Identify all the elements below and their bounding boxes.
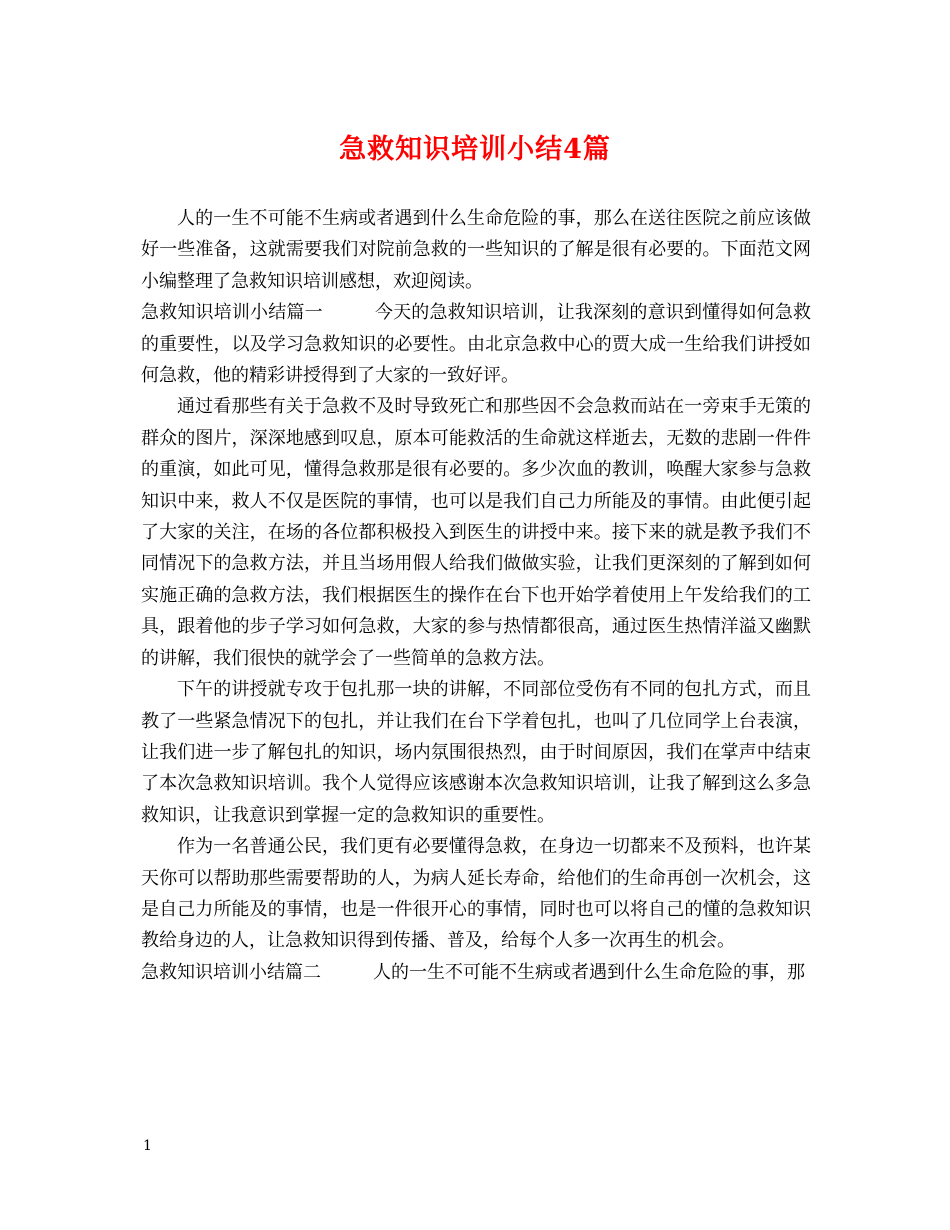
paragraph-text: 下午的讲授就专攻于包扎那一块的讲解，不同部位受伤有不同的包扎方式，而且教了一些紧急情况下的包扎，并让我们在台下学着包扎，也叫了几位同学上台表演，让我们进一步了解包扎的知识，场内氛围很热烈，由于时间原因，我们在掌声中结束了本次急救知识培训。我个人觉得应该感谢本次急救知识培训，让我了解到这么多急救知识，让我意识到掌握一定的急救知识的重要性。 — [141, 679, 811, 826]
page-number: 1 — [143, 1138, 152, 1154]
paragraph-text: 通过看那些有关于急救不及时导致死亡和那些因不会急救而站在一旁束手无策的群众的图片，深深地感到叹息，原本可能救活的生命就这样逝去，无数的悲剧一件件的重演，如此可见，懂得急救那是很有必要的。多少次血的教训，唤醒大家参与急救知识中来，救人不仅是医院的事情，也可以是我们自己力所能及的事情。由此便引起了大家的关注，在场的各位都积极投入到医生的讲授中来。接下来的就是教予我们不同情况下的急救方法，并且当场用假人给我们做做实验，让我们更深刻的了解到如何实施正确的急救方法，我们根据医生的操作在台下也开始学着使用上午发给我们的工具，跟着他的步子学习如何急救，大家的参与热情都很高，通过医生热情洋溢又幽默的讲解，我们很快的就学会了一些简单的急救方法。 — [141, 396, 811, 669]
paragraph-body — [141, 674, 811, 831]
paragraph-intro — [141, 203, 811, 297]
section-heading: 急救知识培训小结篇一 — [141, 302, 323, 324]
paragraph-text: 作为一名普通公民，我们更有必要懂得急救，在身边一切都来不及预料，也许某天你可以帮助那些需要帮助的人，为病人延长寿命，给他们的生命再创一次机会，这是自己力所能及的事情，也是一件很开心的事情，同时也可以将自己的懂的急救知识教给身边的人，让急救知识得到传播、普及，给每个人多一次再生的机会。 — [141, 836, 811, 952]
paragraph-section-one — [141, 297, 811, 391]
paragraph-text: 人的一生不可能不生病或者遇到什么生命危险的事，那 — [373, 961, 805, 983]
paragraph-body — [141, 391, 811, 674]
paragraph-body — [141, 831, 811, 957]
paragraph-text: 人的一生不可能不生病或者遇到什么生命危险的事，那么在送往医院之前应该做好一些准备，这就需要我们对院前急救的一些知识的了解是很有必要的。下面范文网小编整理了急救知识培训感想，欢迎阅读。 — [141, 208, 811, 292]
document-body — [141, 203, 811, 988]
paragraph-section-two — [141, 957, 811, 988]
document-title: 急救知识培训小结4篇 — [339, 134, 611, 165]
section-heading: 急救知识培训小结篇二 — [141, 961, 321, 983]
paragraph-text: 今天的急救知识培训，让我深刻的意识到懂得如何急救的重要性，以及学习急救知识的必要性。由北京急救中心的贾大成一生给我们讲授如何急救，他的精彩讲授得到了大家的一致好评。 — [141, 302, 811, 387]
